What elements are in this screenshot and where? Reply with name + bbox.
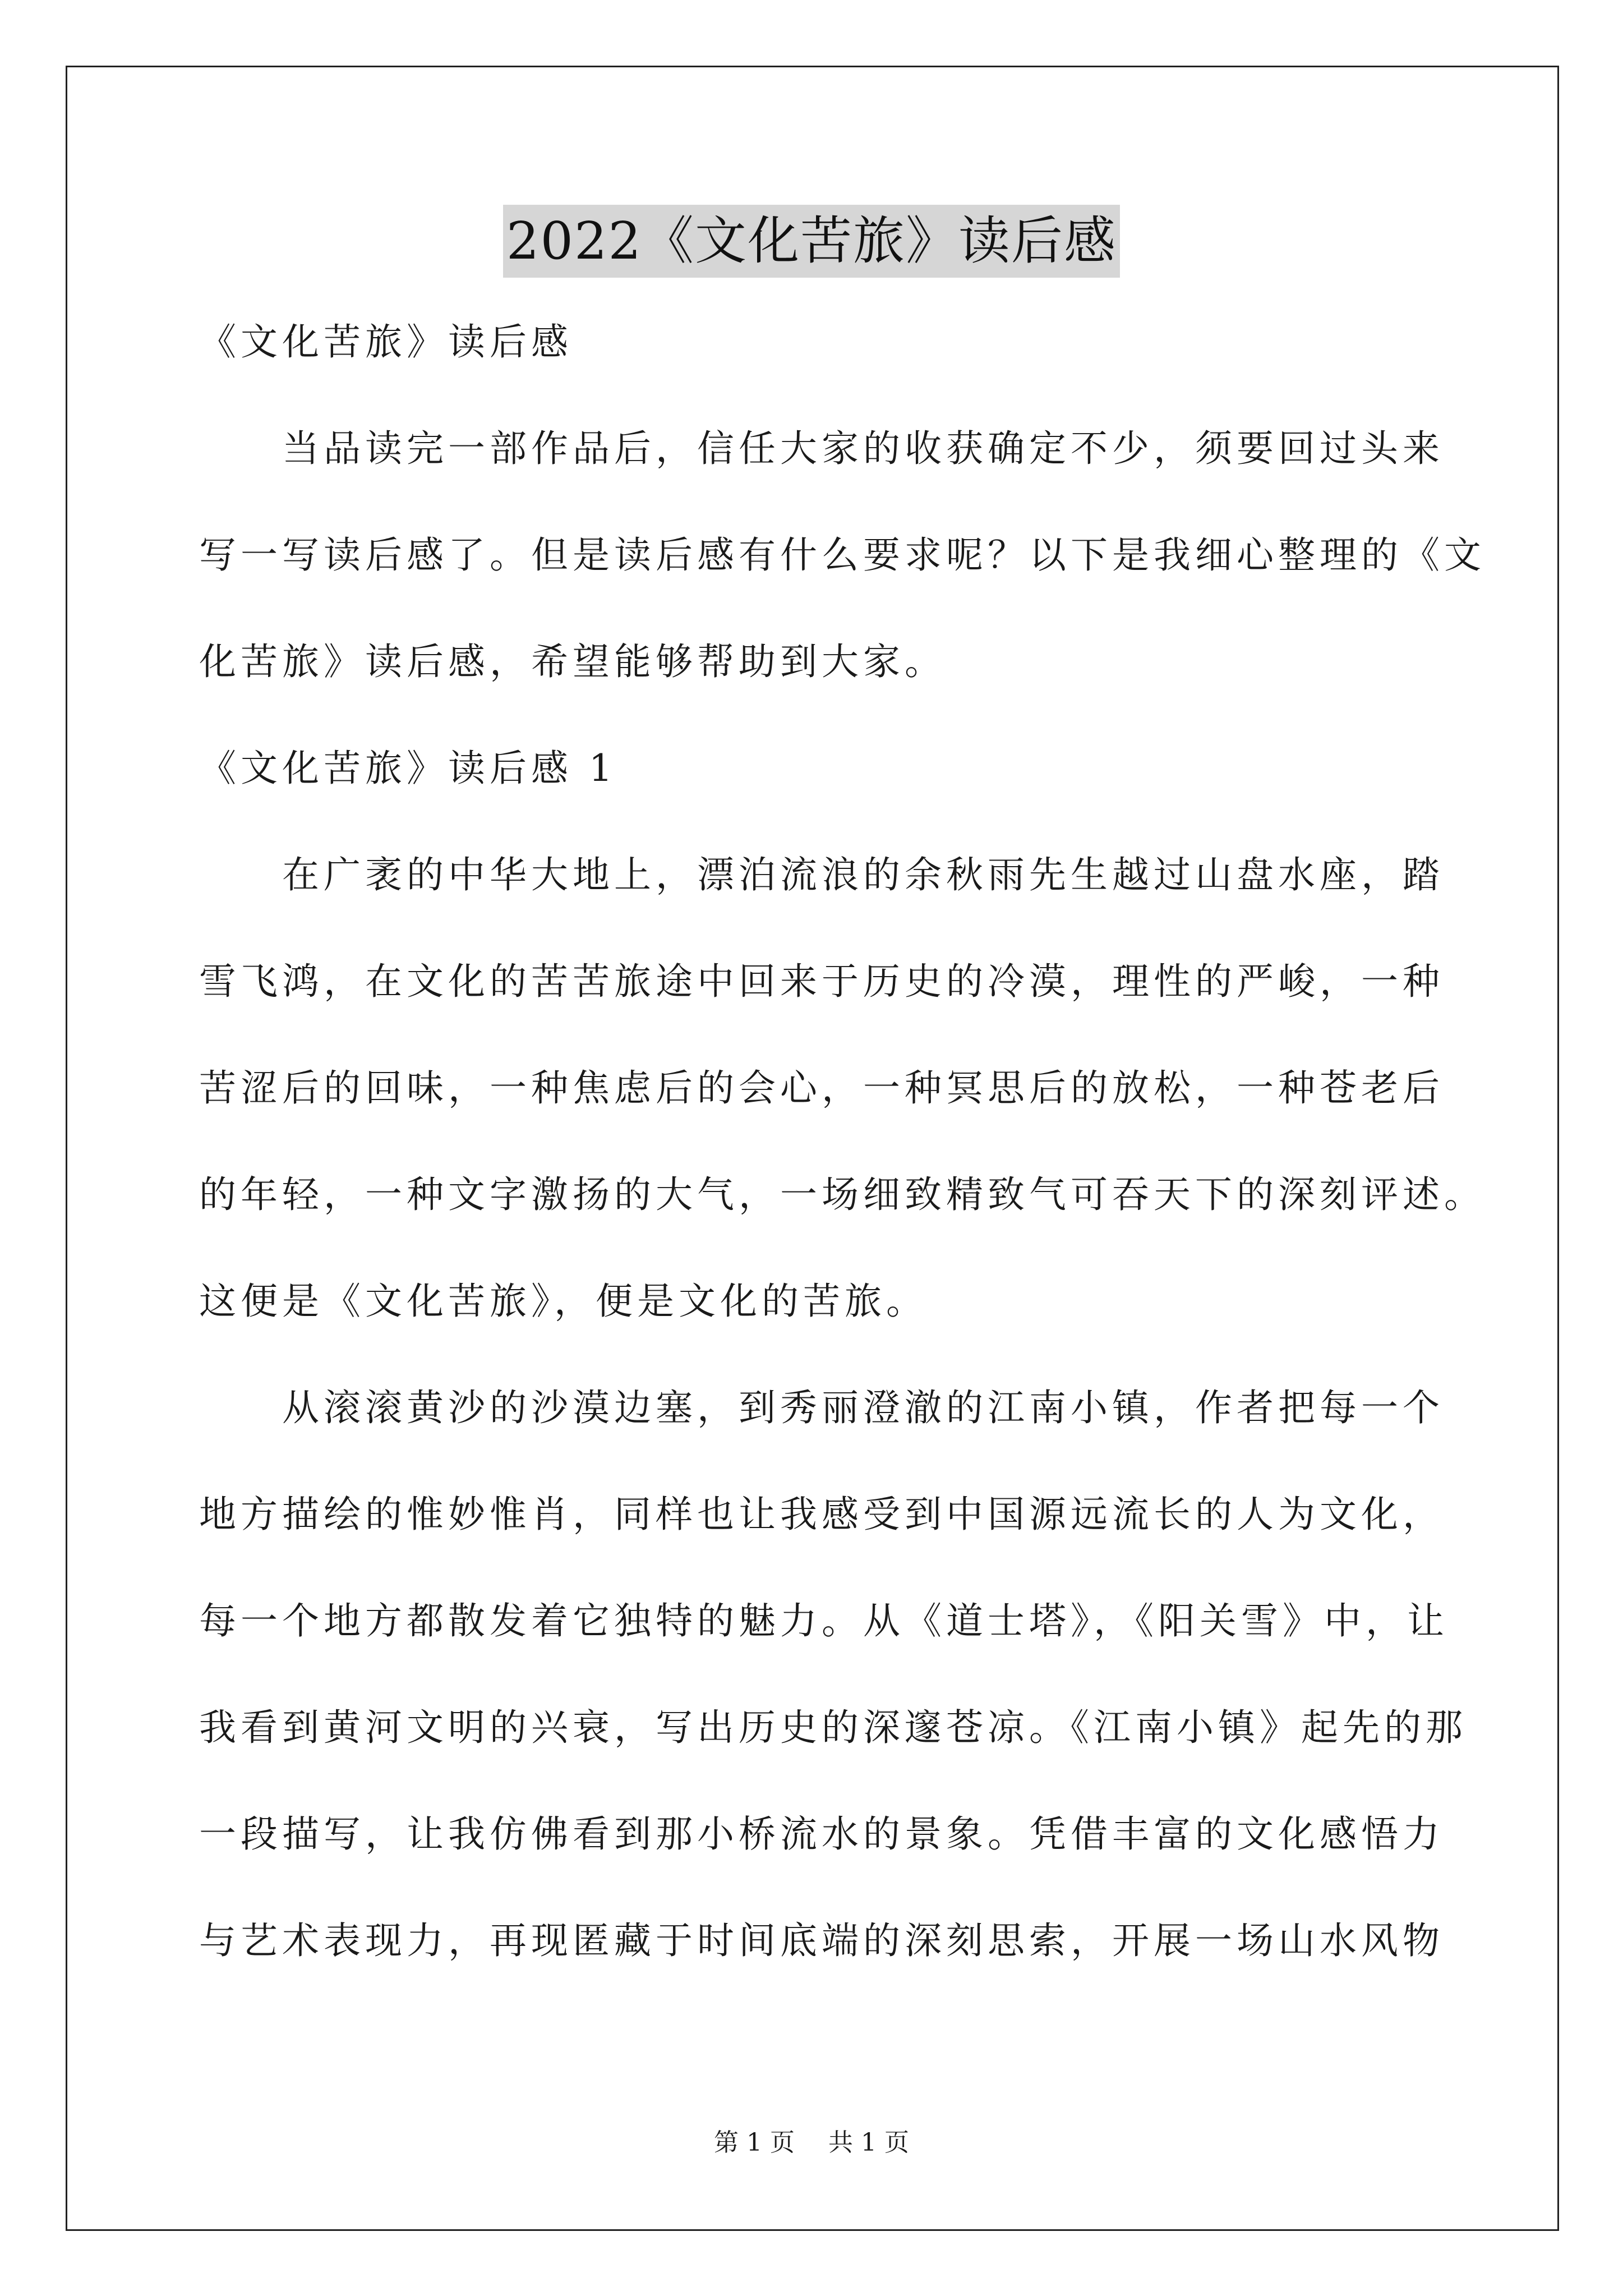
paragraph-line: 这便是《文化苦旅》，便是文化的苦旅。 (199, 1280, 928, 1323)
document-title: 2022《文化苦旅》读后感 (503, 205, 1120, 278)
paragraph-line: 写一写读后感了。但是读后感有什么要求呢？以下是我细心整理的《文 (199, 533, 1486, 577)
page-total: 共 1 页 (828, 2128, 909, 2157)
page-border (66, 66, 1559, 2231)
section-heading: 《文化苦旅》读后感 (199, 320, 573, 364)
page-number: 第 1 页 (714, 2128, 795, 2157)
paragraph-line: 我看到黄河文明的兴衰，写出历史的深邃苍凉。《江南小镇》起先的那 (199, 1706, 1467, 1749)
paragraph-line: 一段描写，让我仿佛看到那小桥流水的景象。凭借丰富的文化感悟力 (199, 1812, 1444, 1856)
paragraph-line: 的年轻，一种文字激扬的大气，一场细致精致气可吞天下的深刻评述。 (199, 1173, 1486, 1216)
paragraph-line: 当品读完一部作品后，信任大家的收获确定不少，须要回过头来 (199, 427, 1444, 470)
paragraph-line: 从滚滚黄沙的沙漠边塞，到秀丽澄澈的江南小镇，作者把每一个 (199, 1386, 1444, 1429)
paragraph-line: 苦涩后的回味，一种焦虑后的会心，一种冥思后的放松，一种苍老后 (199, 1066, 1444, 1110)
paragraph-line: 地方描绘的惟妙惟肖，同样也让我感受到中国源远流长的人为文化， (199, 1493, 1444, 1536)
paragraph-line: 化苦旅》读后感，希望能够帮助到大家。 (199, 640, 946, 683)
title-container (0, 205, 1623, 278)
section-heading: 《文化苦旅》读后感 1 (199, 747, 617, 790)
page-footer (0, 2126, 1623, 2160)
paragraph-line: 每一个地方都散发着它独特的魅力。从《道士塔》，《阳关雪》中，让 (199, 1599, 1449, 1642)
paragraph-line: 雪飞鸿，在文化的苦苦旅途中回来于历史的冷漠，理性的严峻，一种 (199, 960, 1444, 1003)
paragraph-line: 在广袤的中华大地上，漂泊流浪的余秋雨先生越过山盘水座，踏 (199, 853, 1444, 896)
paragraph-line: 与艺术表现力，再现匿藏于时间底端的深刻思索，开展一场山水风物 (199, 1919, 1444, 1962)
